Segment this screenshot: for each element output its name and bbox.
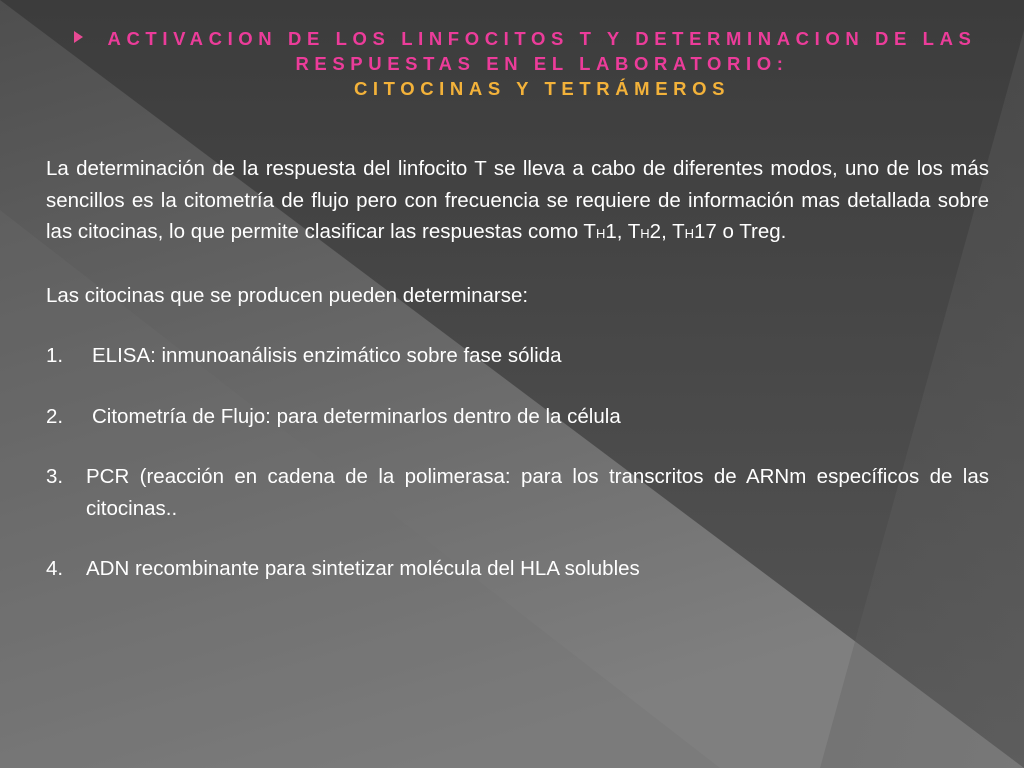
list-item-text: ELISA: inmunoanálisis enzimático sobre fase sólida: [92, 344, 562, 367]
title-line-2: RESPUESTAS EN EL LABORATORIO:: [295, 53, 789, 74]
subscript-h: H: [684, 226, 695, 241]
paragraph-text: La determinación de la respuesta del linfocito T se lleva a cabo de diferentes modos, uno de los más sencillos es la citometría de flujo pero con frecuencia se requiere de información mas detallada sobre las citocinas, lo que permite clasificar las respuestas como T: [46, 157, 989, 243]
subscript-h: H: [640, 226, 650, 241]
list-item-text: PCR (reacción en cadena de la polimerasa: para los transcritos de ARNm específicos de las citocinas..: [86, 465, 989, 520]
list-item-text: Citometría de Flujo: para determinarlos dentro de la célula: [92, 404, 621, 428]
list-item-text: ADN recombinante para sintetizar molécula del HLA solubles: [86, 557, 640, 580]
list-item: [46, 553, 989, 585]
list-number: 2.: [46, 404, 64, 428]
list-number: 3.: [46, 465, 64, 488]
list-item: [46, 461, 989, 524]
slide-title: [60, 26, 1024, 101]
intro-paragraph: [46, 153, 989, 250]
title-line-1: ACTIVACION DE LOS LINFOCITOS T Y DETERMINACION DE LAS: [107, 28, 977, 49]
list-number: 1.: [46, 344, 64, 367]
paragraph-text: 17 o Treg.: [694, 220, 787, 243]
paragraph-text: 1, T: [605, 220, 641, 243]
list-item: [46, 340, 989, 372]
slide-body: [46, 153, 989, 585]
list-intro: Las citocinas que se producen pueden determinarse:: [46, 283, 529, 307]
paragraph-text: 2, T: [649, 220, 685, 243]
slide-subtitle: CITOCINAS Y TETRÁMEROS: [353, 78, 731, 99]
list-number: 4.: [46, 557, 64, 580]
list-item: [46, 401, 989, 433]
subscript-h: H: [595, 226, 606, 241]
